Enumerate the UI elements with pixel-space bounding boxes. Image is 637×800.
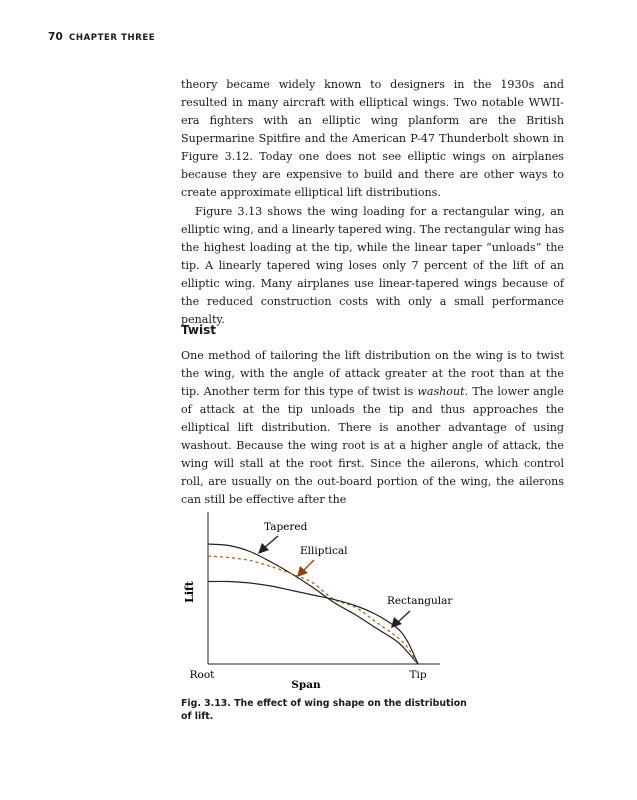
annotation-tapered: Tapered xyxy=(264,521,308,533)
series-line-elliptical xyxy=(208,556,418,664)
paragraph-3-part-2: The lower angle of attack at the tip unloads the tip and thus approaches the elliptical lift distribution. There is another advantage of using washout. Because the wing root is at a higher angle of attack, the wing will stall at the root first. Since the ailerons, which control roll, are usually on the out-board portion of the wing, the ailerons can still be effective after the xyxy=(181,385,564,506)
figure-3-13 xyxy=(178,506,468,696)
annotation-elliptical: Elliptical xyxy=(300,545,348,557)
annotation-rectangular: Rectangular xyxy=(387,595,453,607)
running-head xyxy=(48,31,155,43)
arrow-elliptical xyxy=(297,560,314,577)
paragraph-2: Figure 3.13 shows the wing loading for a rectangular wing, an elliptic wing, and a linearly tapered wing. The rectangular wing has the highest loading at the tip, while the linear taper “unloads” the tip. A linearly tapered wing loses only 7 percent of the lift of an elliptic wing. Many airplanes use linear-tapered wings because of the reduced construction costs with only a small performance penalty. xyxy=(181,205,565,326)
chapter-label: CHAPTER THREE xyxy=(69,33,156,43)
paragraph-3 xyxy=(181,347,564,509)
series-line-rectangular xyxy=(208,581,418,664)
x-axis-label: Span xyxy=(291,679,321,691)
x-tick-label-tip: Tip xyxy=(409,669,427,681)
caption-label: Fig. 3.13. xyxy=(181,698,231,709)
arrow-rectangular xyxy=(391,611,410,628)
arrow-tapered xyxy=(258,536,278,554)
section-heading-twist: Twist xyxy=(181,323,216,337)
lift-distribution-chart xyxy=(178,506,468,696)
paragraph-3-part-1: One method of tailoring the lift distribution on the wing is to twist the wing, with the angle of attack greater at the root than at the tip. Another term for this type of twist is xyxy=(181,349,564,398)
paragraph-1: theory became widely known to designers in the 1930s and resulted in many aircraft with elliptical wings. Two notable WWII-era fighters with an elliptic wing planform are the British Supermarine Spitfire and the American P-47 Thunderbolt shown in Figure 3.12. Today one does not see elliptic wings on airplanes because they are expensive to build and there are other ways to create approximate elliptical lift distributions. xyxy=(181,78,564,199)
caption-text: The effect of wing shape on the distribution of lift. xyxy=(181,698,467,722)
page-number: 70 xyxy=(48,31,64,43)
y-axis-label: Lift xyxy=(183,581,196,603)
figure-caption xyxy=(181,697,471,723)
term-washout: washout. xyxy=(417,385,469,398)
x-tick-label-root: Root xyxy=(189,669,215,681)
